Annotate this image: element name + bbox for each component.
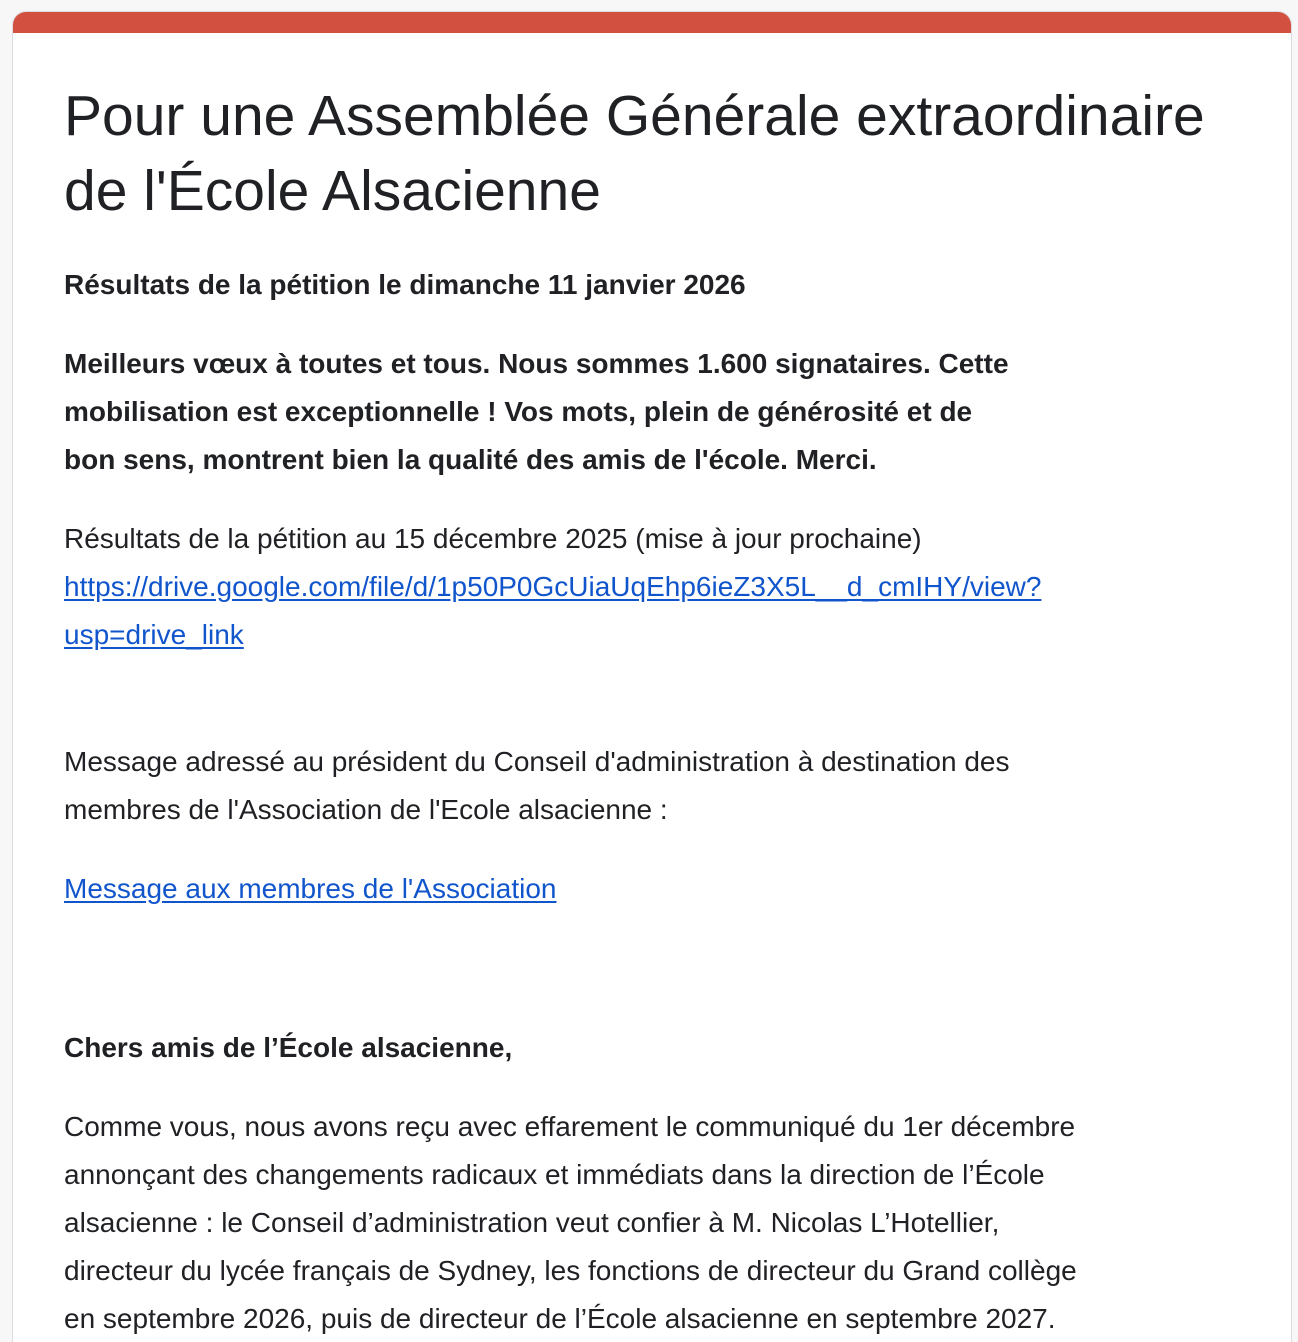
form-description (64, 33, 1244, 1342)
drive-results-link[interactable] (64, 563, 1244, 659)
body-line: directeur du lycée français de Sydney, les fonctions de directeur du Grand collège (64, 1255, 1077, 1286)
results-heading: Résultats de la pétition le dimanche 11 janvier 2026 (64, 269, 746, 300)
body-paragraph (64, 1103, 1244, 1342)
drive-link-line: usp=drive_link (64, 619, 244, 650)
wishes-line: mobilisation est exceptionnelle ! Vos mots, plein de générosité et de (64, 396, 973, 427)
wishes-line: Meilleurs vœux à toutes et tous. Nous sommes 1.600 signataires. Cette (64, 348, 1009, 379)
previous-results-text: Résultats de la pétition au 15 décembre 2025 (mise à jour prochaine) (64, 523, 922, 554)
form-header-card (12, 11, 1292, 1342)
wishes-paragraph (64, 340, 1244, 484)
drive-link-line: https://drive.google.com/file/d/1p50P0GcUiaUqEhp6ieZ3X5L__d_cmIHY/view? (64, 571, 1042, 602)
body-line: Comme vous, nous avons reçu avec effarement le communiqué du 1er décembre (64, 1111, 1076, 1142)
form-title: Pour une Assemblée Générale extraordinaire de l'École Alsacienne (64, 84, 1205, 223)
accent-bar (13, 12, 1291, 33)
message-intro-line: membres de l'Association de l'Ecole alsacienne : (64, 794, 668, 825)
wishes-line: bon sens, montrent bien la qualité des amis de l'école. Merci. (64, 444, 877, 475)
body-line: alsacienne : le Conseil d’administration veut confier à M. Nicolas L’Hotellier, (64, 1207, 1000, 1238)
message-members-link[interactable]: Message aux membres de l'Association (64, 873, 557, 904)
greeting: Chers amis de l’École alsacienne, (64, 1032, 513, 1063)
body-line: annonçant des changements radicaux et immédiats dans la direction de l’École (64, 1159, 1045, 1190)
message-intro-paragraph (64, 738, 1244, 834)
message-intro-line: Message adressé au président du Conseil d'administration à destination des (64, 746, 1010, 777)
message-link-paragraph (64, 865, 1244, 913)
previous-results-paragraph (64, 515, 1244, 659)
body-line: en septembre 2026, puis de directeur de l’École alsacienne en septembre 2027. (64, 1303, 1056, 1334)
